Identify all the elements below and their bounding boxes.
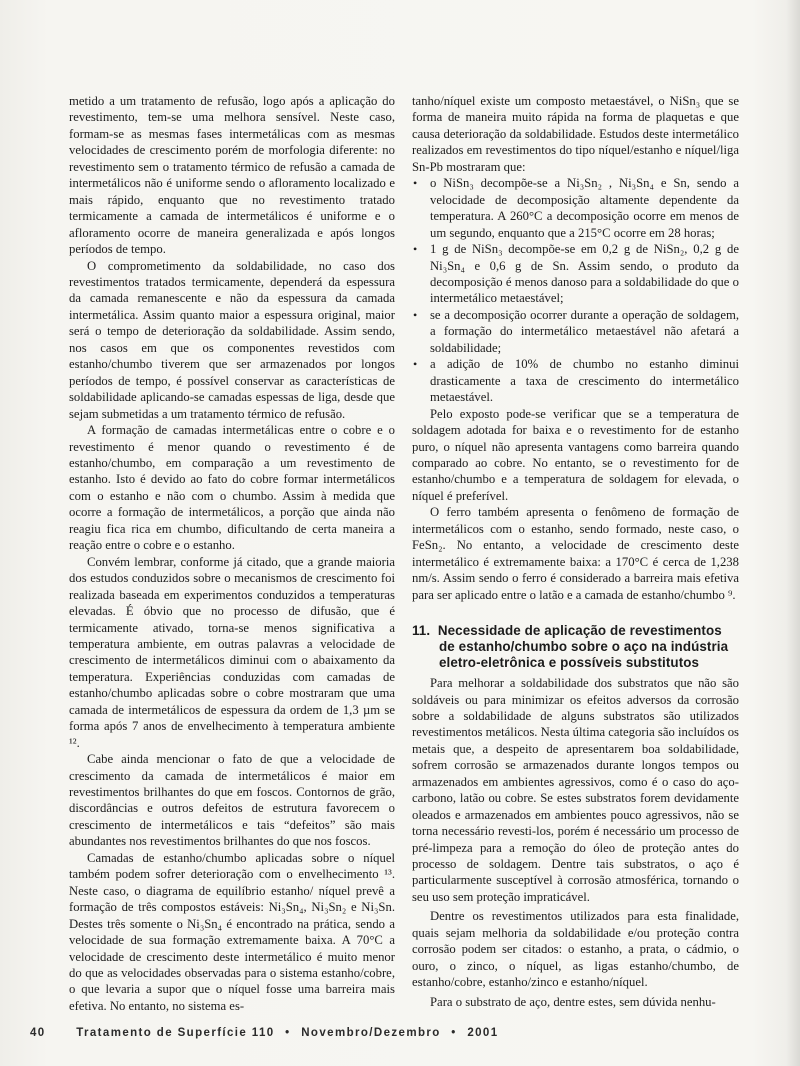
page-number: 40 — [30, 1027, 46, 1039]
section-heading — [412, 623, 739, 671]
right-column — [412, 93, 739, 1010]
body-paragraph: Convém lembrar, conforme já citado, que a grande maioria dos estudos conduzidos sobre o mecanismos de crescimento foi realizada baseada em experimentos conduzidos a temperaturas elevadas. É óbvio que no processo de difusão, que é termicamente ativado, torna-se menos significativa a temperatura ambiente, em outras palavras a velocidade de crescimento de intermetálicos diminui com o abaixamento da temperatura. Experiências conduzidas com camadas de estanho/chumbo aplicadas sobre o cobre mostraram que uma camada de intermetálicos de espessura da ordem de 1,3 µm se forma após 7 anos de envelhecimento à temperatura ambiente ¹². — [69, 554, 395, 750]
body-paragraph: Para o substrato de aço, dentre estes, sem dúvida nenhu- — [430, 994, 716, 1009]
bullet-item: • a adição de 10% de chumbo no estanho diminui drasticamente a taxa de crescimento do intermetálico metaestável. — [412, 356, 739, 405]
section-title-line-1: Necessidade de aplicação de revestimentos — [437, 623, 722, 639]
section-title-line-2: de estanho/chumbo sobre o aço na indústria — [439, 639, 729, 655]
body-paragraph: tanho/níquel existe um composto metaestável, o NiSn₃ que se forma de maneira muito rápida na forma de plaquetas e que causa deterioração da soldabilidade. Estudos deste intermetálico realizados em revestimentos do tipo níquel/estanho e níquel/liga Sn-Pb mostraram que: — [412, 94, 739, 174]
footer-separator: • — [285, 1027, 291, 1039]
section-number: 11. — [412, 623, 431, 639]
body-paragraph: Para melhorar a soldabilidade dos substratos que não são soldáveis ou para minimizar os efeitos adversos da corrosão sobre a soldabilidade de alguns substratos são utilizados revestimentos metálicos. Nesta última categoria são incluídos os metais que, a despeito de apresentarem boa soldabilidade, sofrem corrosão se armazenados durante longos tempos ou armazenados em ambientes agressivos, como é o caso do aço-carbono, latão ou cobre. Se estes substratos forem devidamente oleados e armazenados em ambientes pouco agressivos, não se torna necessário revesti-los, porém é necessário um processo de pré-limpeza para a remoção do óleo de proteção antes do processo de soldagem. Dentre tais substratos, o aço é particularmente susceptível à corrosão atmosférica, tornando o seu uso sem proteção impraticável. — [412, 676, 739, 904]
body-paragraph: O comprometimento da soldabilidade, no caso dos revestimentos tratados termicamente, dependerá da espessura da camada remanescente e não da espessura da camada intermetálica. Assim quanto maior a espessura original, maior será o tempo de deterioração da soldabilidade. Assim sendo, nos casos em que os componentes revestidos com estanho/chumbo tiverem que ser armazenados por longos períodos de tempo, é possível conservar as características de soldabilidade aplicando-se camadas espessas de liga, desde que sejam submetidas a um tratamento térmico de refusão. — [69, 258, 395, 421]
bullet-item: • o NiSn₃ decompõe-se a Ni₃Sn₂ , Ni₃Sn₄ e Sn, sendo a velocidade de decomposição altamente dependente da temperatura. A 260°C a decomposição ocorre em menos de um segundo, enquanto que a 215°C ocorre em 28 horas; — [412, 175, 739, 241]
section-title-line-3: eletro-eletrônica e possíveis substitutos — [439, 655, 700, 671]
bullet-list — [412, 175, 739, 405]
page-edge-shadow — [786, 0, 800, 1066]
issue-year: 2001 — [467, 1027, 499, 1039]
body-paragraph: Pelo exposto pode-se verificar que se a temperatura de soldagem adotada for baixa e o revestimento for de estanho puro, o níquel não apresenta vantagens como barreira quando comparado ao cobre. No entanto, se o revestimento for de estanho/chumbo e a temperatura de soldagem for elevada, o níquel é preferível. — [412, 406, 739, 503]
bullet-item: • se a decomposição ocorrer durante a operação de soldagem, a formação do intermetálico metaestável não afetará a soldabilidade; — [412, 307, 739, 356]
body-paragraph: A formação de camadas intermetálicas entre o cobre e o revestimento é menor quando o revestimento é de estanho/chumbo, em comparação a um revestimento de estanho. Isto é devido ao fato do cobre formar intermetálicos com o estanho e não com o chumbo. Assim à medida que ocorre a formação de intermetálicos, a porção que ainda não reagiu fica rica em chumbo, dificultando de certa maneira a reação entre o cobre e o estanho. — [69, 423, 395, 553]
body-paragraph: metido a um tratamento de refusão, logo após a aplicação do revestimento, tem-se uma melhora sensível. Neste caso, formam-se as mesmas fases intermetálicas com as mesmas velocidades de crescimento porém de morfologia diferente: no revestimento sem o tratamento térmico de refusão a camada de intermetálicos não é uniforme sendo o afloramento localizado e mais rápido, enquanto que no revestimento tratado termicamente a camada de intermetálicos é uniforme e o afloramento ocorre de maneira generalizada e após longos períodos de tempo. — [69, 94, 395, 257]
bullet-item: • 1 g de NiSn₃ decompõe-se em 0,2 g de NiSn₂, 0,2 g de Ni₃Sn₄ e 0,6 g de Sn. Assim sendo, o produto da decomposição é menos danoso para a soldabilidade do que o intermetálico metaestável; — [412, 241, 739, 307]
body-paragraph: O ferro também apresenta o fenômeno de formação de intermetálicos com o estanho, sendo formado, neste caso, o FeSn₂. No entanto, a velocidade de crescimento deste intermetálico é extremamente baixa: a 170°C é cerca de 1,238 nm/s. Assim sendo o ferro é considerado a barreira mais efetiva para ser aplicado entre o latão e a camada de estanho/chumbo ⁹. — [412, 505, 739, 602]
footer-separator: • — [451, 1027, 457, 1039]
issue-months: Novembro/Dezembro — [301, 1027, 441, 1039]
left-column — [69, 93, 395, 1014]
body-paragraph: Cabe ainda mencionar o fato de que a velocidade de crescimento da camada de intermetálicos é maior em revestimentos brilhantes do que em foscos. Contornos de grão, discordâncias e outros defeitos de estrutura favorecem o crescimento de intermetálicos e tais “defeitos” são mais abundantes nos revestimentos brilhantes do que nos foscos. — [69, 752, 395, 849]
section-heading-line — [412, 623, 739, 639]
body-paragraph: Dentre os revestimentos utilizados para esta finalidade, quais sejam melhoria da soldabilidade e/ou proteção contra corrosão podem ser citados: o estanho, a prata, o cádmio, o ouro, o zinco, o níquel, as ligas estanho/chumbo, de estanho/cobre, estanho/zinco e estanho/níquel. — [412, 909, 739, 990]
magazine-title: Tratamento de Superfície 110 — [76, 1027, 275, 1039]
page-footer — [30, 1027, 499, 1039]
body-paragraph: Camadas de estanho/chumbo aplicadas sobre o níquel também podem sofrer deterioração com o envelhecimento ¹³. Neste caso, o diagrama de equilíbrio estanho/ níquel prevê a formação de três compostos estáveis: Ni₃Sn₄, Ni₃Sn₂ e Ni₃Sn. Destes três somente o Ni₃Sn₄ é encontrado na prática, sendo a velocidade de sua formação extremamente baixa. A 70°C a velocidade de crescimento deste intermetálico é muito menor do que as velocidades observadas para o sistema estanho/cobre, o que levaria a supor que o níquel fosse uma barreira mais efetiva. No entanto, no sistema es- — [69, 850, 395, 1013]
